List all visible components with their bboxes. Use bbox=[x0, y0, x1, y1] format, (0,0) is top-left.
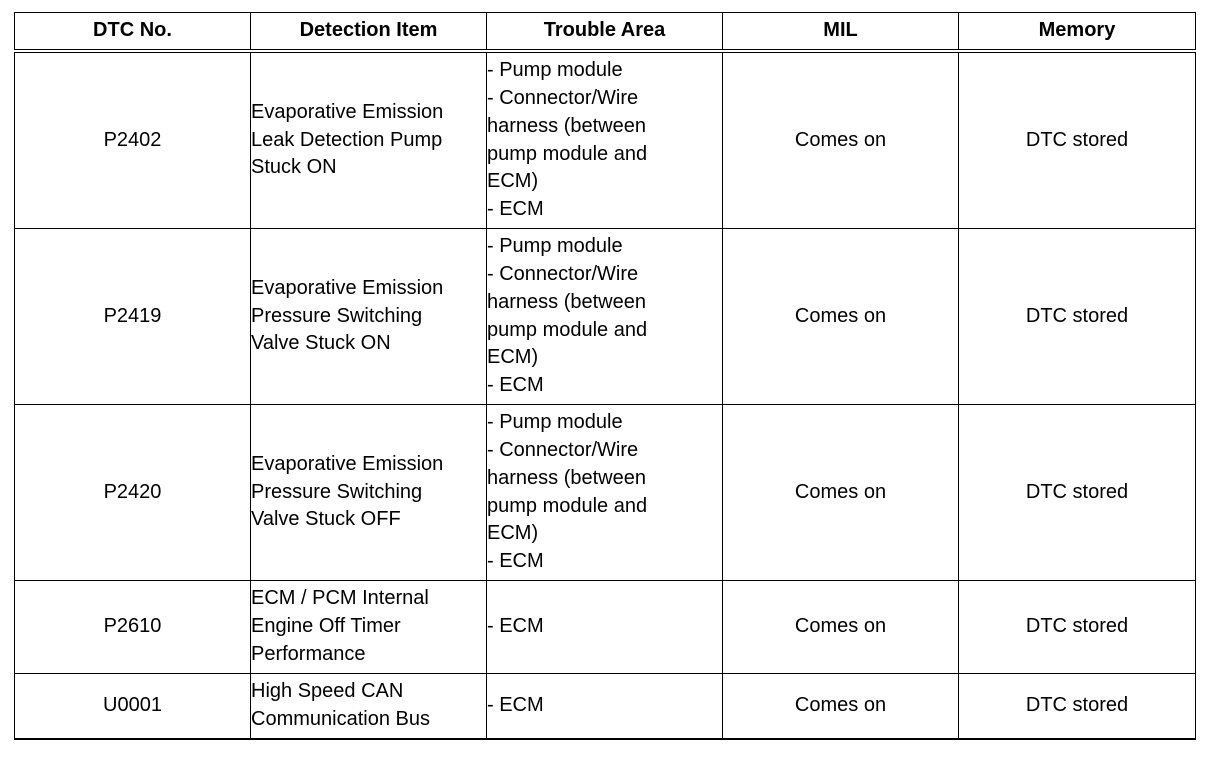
trouble-line: - ECM bbox=[487, 549, 544, 572]
trouble-area bbox=[487, 51, 723, 229]
trouble-area bbox=[487, 405, 723, 581]
header-detection-item: Detection Item bbox=[251, 13, 487, 52]
detection-item bbox=[251, 405, 487, 581]
detection-item bbox=[251, 674, 487, 740]
mil-status: Comes on bbox=[723, 581, 959, 674]
trouble-line: harness (between bbox=[487, 290, 646, 313]
detection-line: Pressure Switching bbox=[251, 480, 423, 503]
trouble-line: - Connector/Wire bbox=[487, 439, 639, 462]
detection-line: Stuck ON bbox=[251, 156, 337, 179]
detection-item bbox=[251, 51, 487, 229]
trouble-line: - ECM bbox=[487, 197, 544, 220]
dtc-code: P2402 bbox=[15, 51, 251, 229]
memory-status: DTC stored bbox=[959, 405, 1196, 581]
trouble-line: - Pump module bbox=[487, 59, 623, 82]
dtc-code: P2610 bbox=[15, 581, 251, 674]
detection-line: Communication Bus bbox=[251, 708, 430, 730]
detection-line: Pressure Switching bbox=[251, 304, 423, 327]
memory-status: DTC stored bbox=[959, 581, 1196, 674]
trouble-line: - Pump module bbox=[487, 235, 623, 258]
trouble-line: pump module and bbox=[487, 494, 648, 517]
dtc-table bbox=[14, 12, 1196, 740]
table-row bbox=[15, 229, 1196, 405]
header-dtc-no: DTC No. bbox=[15, 13, 251, 52]
header-trouble-area: Trouble Area bbox=[487, 13, 723, 52]
table-row bbox=[15, 674, 1196, 740]
detection-line: Engine Off Timer bbox=[251, 615, 401, 638]
header-memory: Memory bbox=[959, 13, 1196, 52]
memory-status: DTC stored bbox=[959, 674, 1196, 740]
detection-line: Valve Stuck OFF bbox=[251, 508, 401, 531]
table-header-row bbox=[15, 13, 1196, 52]
detection-line: Performance bbox=[251, 642, 366, 665]
trouble-area bbox=[487, 581, 723, 674]
trouble-line: - Connector/Wire bbox=[487, 87, 639, 110]
trouble-line: harness (between bbox=[487, 466, 646, 489]
header-mil: MIL bbox=[723, 13, 959, 52]
mil-status: Comes on bbox=[723, 674, 959, 740]
detection-line: Evaporative Emission bbox=[251, 100, 444, 123]
trouble-line: ECM) bbox=[487, 346, 539, 369]
memory-status: DTC stored bbox=[959, 51, 1196, 229]
detection-item bbox=[251, 581, 487, 674]
mil-status: Comes on bbox=[723, 51, 959, 229]
detection-item bbox=[251, 229, 487, 405]
detection-line: ECM / PCM Internal bbox=[251, 587, 429, 610]
trouble-area bbox=[487, 674, 723, 740]
trouble-line: ECM) bbox=[487, 522, 539, 545]
trouble-line: - ECM bbox=[487, 373, 544, 396]
table-row bbox=[15, 581, 1196, 674]
dtc-code: P2420 bbox=[15, 405, 251, 581]
detection-line: Evaporative Emission bbox=[251, 276, 444, 299]
trouble-line: harness (between bbox=[487, 114, 646, 137]
trouble-line: ECM) bbox=[487, 170, 539, 193]
trouble-line: - Pump module bbox=[487, 411, 623, 434]
mil-status: Comes on bbox=[723, 405, 959, 581]
dtc-code: P2419 bbox=[15, 229, 251, 405]
detection-line: Evaporative Emission bbox=[251, 452, 444, 475]
detection-line: Valve Stuck ON bbox=[251, 332, 391, 355]
table-row bbox=[15, 405, 1196, 581]
trouble-line: pump module and bbox=[487, 142, 648, 165]
dtc-code: U0001 bbox=[15, 674, 251, 740]
mil-status: Comes on bbox=[723, 229, 959, 405]
dtc-table-container bbox=[14, 12, 1196, 740]
trouble-line: - ECM bbox=[487, 615, 544, 638]
trouble-area bbox=[487, 229, 723, 405]
detection-line: High Speed CAN bbox=[251, 680, 404, 703]
trouble-line: - Connector/Wire bbox=[487, 263, 639, 286]
trouble-line: pump module and bbox=[487, 318, 648, 341]
trouble-line: - ECM bbox=[487, 694, 544, 717]
table-row bbox=[15, 51, 1196, 229]
detection-line: Leak Detection Pump bbox=[251, 128, 443, 151]
memory-status: DTC stored bbox=[959, 229, 1196, 405]
